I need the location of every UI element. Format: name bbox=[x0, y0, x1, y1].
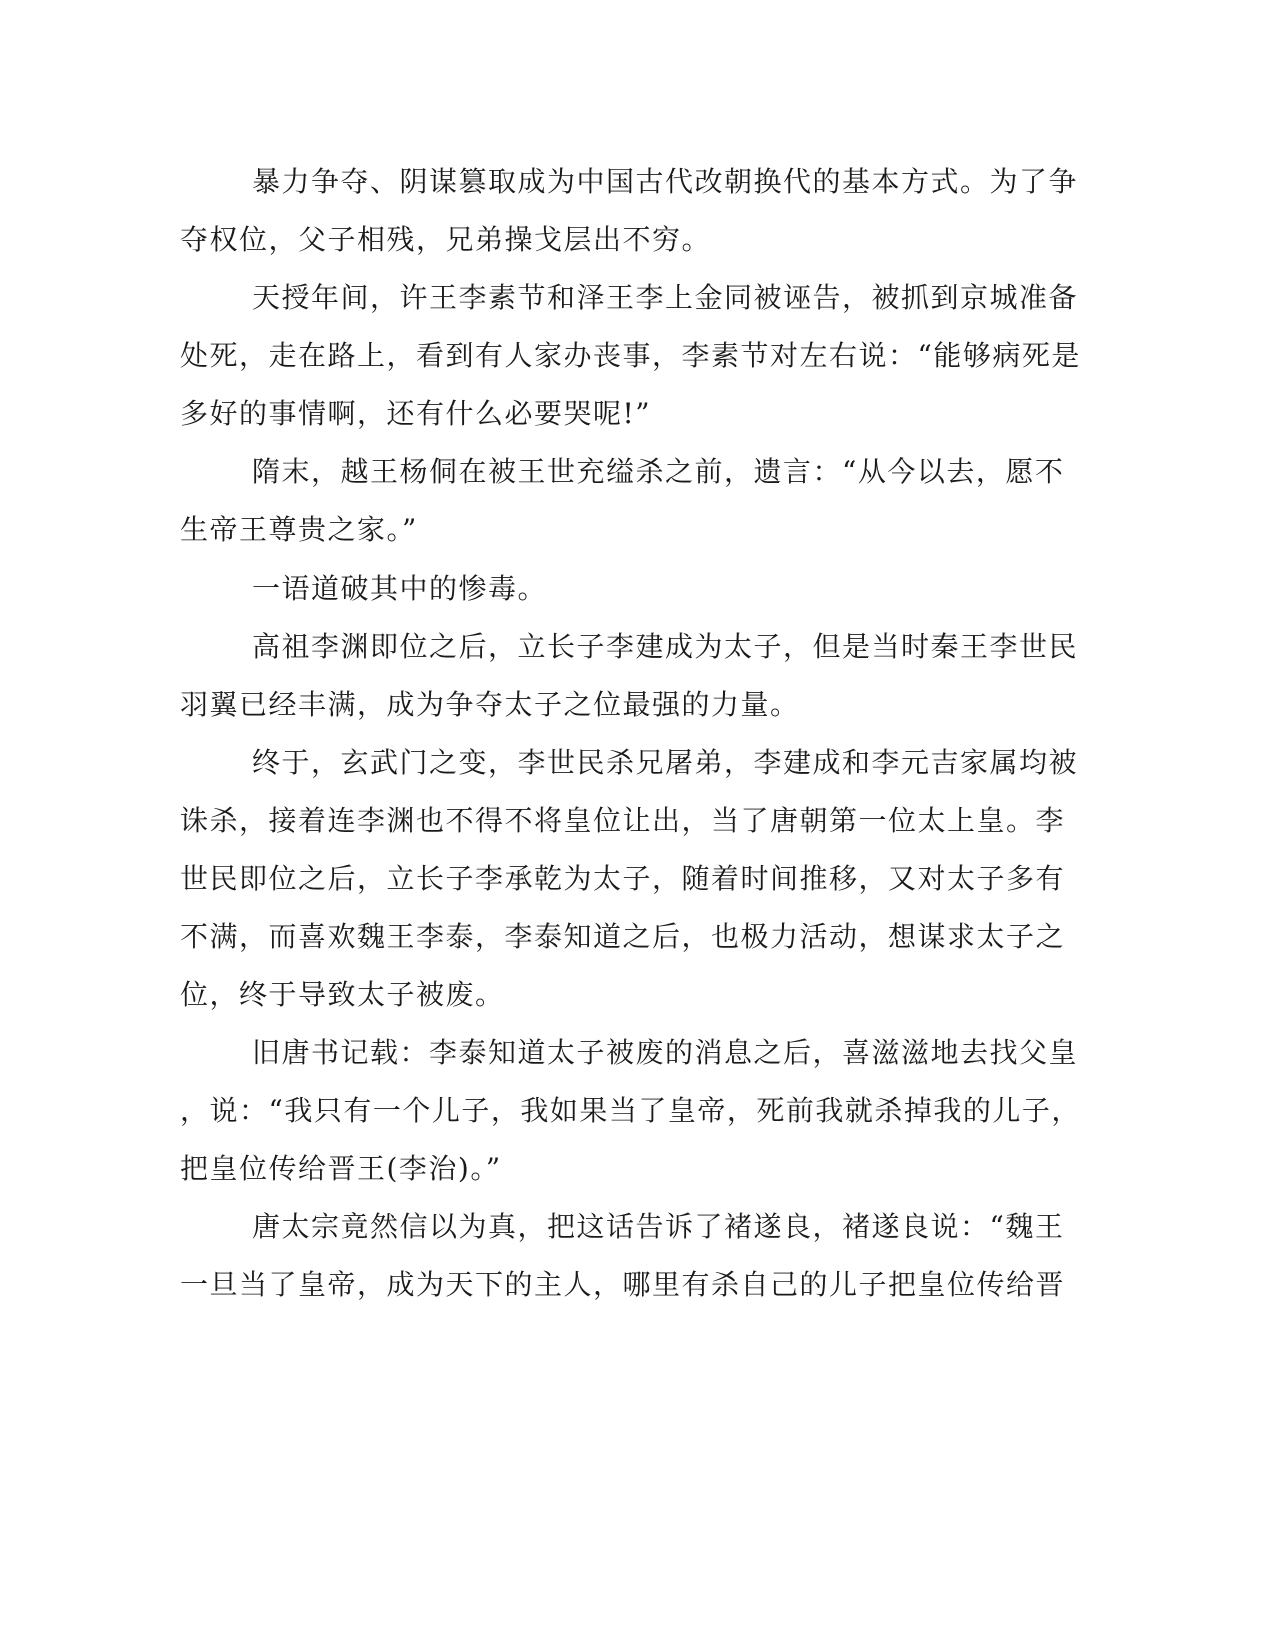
paragraph-line: 生帝王尊贵之家。” bbox=[180, 513, 418, 546]
paragraph-line: 世民即位之后，立长子李承乾为太子，随着时间推移，又对太子多有 bbox=[180, 862, 1066, 895]
paragraph-line: 终于，玄武门之变，李世民杀兄屠弟，李建成和李元吉家属均被 bbox=[252, 746, 1079, 779]
paragraph-line: 旧唐书记载：李泰知道太子被废的消息之后，喜滋滋地去找父皇 bbox=[252, 1036, 1079, 1069]
paragraph-line: 位，终于导致太子被废。 bbox=[180, 978, 505, 1011]
paragraph-line: 夺权位，父子相残，兄弟操戈层出不穷。 bbox=[180, 223, 712, 256]
paragraph-line: 一语道破其中的惨毒。 bbox=[252, 572, 548, 605]
paragraph-line: 高祖李渊即位之后，立长子李建成为太子，但是当时秦王李世民 bbox=[252, 630, 1079, 663]
paragraph-line: 唐太宗竟然信以为真，把这话告诉了褚遂良，褚遂良说：“魏王 bbox=[252, 1210, 1065, 1243]
paragraph-line: 处死，走在路上，看到有人家办丧事，李素节对左右说：“能够病死是 bbox=[180, 339, 1081, 372]
paragraph-line: 隋末，越王杨侗在被王世充缢杀之前，遗言：“从今以去，愿不 bbox=[252, 455, 1065, 488]
paragraph-line: 诛杀，接着连李渊也不得不将皇位让出，当了唐朝第一位太上皇。李 bbox=[180, 804, 1066, 837]
paragraph-line: 羽翼已经丰满，成为争夺太子之位最强的力量。 bbox=[180, 688, 800, 721]
paragraph-line: 把皇位传给晋王(李治)。” bbox=[180, 1152, 502, 1185]
paragraph-line: 暴力争夺、阴谋篡取成为中国古代改朝换代的基本方式。为了争 bbox=[252, 165, 1079, 198]
paragraph-line: 不满，而喜欢魏王李泰，李泰知道之后，也极力活动，想谋求太子之 bbox=[180, 920, 1066, 953]
paragraph-line: 多好的事情啊，还有什么必要哭呢!” bbox=[180, 397, 652, 430]
paragraph-line: ，说：“我只有一个儿子，我如果当了皇帝，死前我就杀掉我的儿子， bbox=[180, 1094, 1081, 1127]
paragraph-line: 天授年间，许王李素节和泽王李上金同被诬告，被抓到京城准备 bbox=[252, 281, 1079, 314]
paragraph-line: 一旦当了皇帝，成为天下的主人，哪里有杀自己的儿子把皇位传给晋 bbox=[180, 1268, 1066, 1301]
